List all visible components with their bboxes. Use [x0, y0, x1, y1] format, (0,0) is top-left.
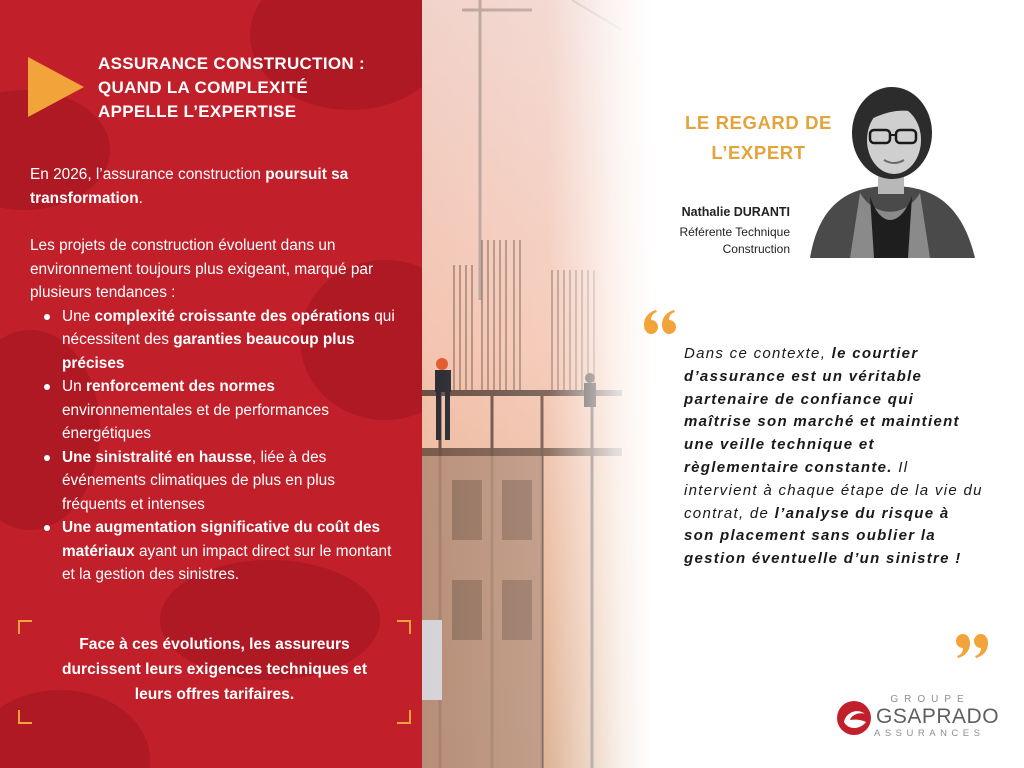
construction-site-photo [422, 0, 652, 768]
bracket-corner [397, 620, 411, 634]
expert-role: Référente Technique Construction [679, 225, 790, 256]
play-arrow-icon [26, 55, 86, 119]
expert-heading: LE REGARD DE L’EXPERT [685, 112, 832, 163]
bracket-corner [397, 710, 411, 724]
logo-subtitle: ASSURANCES [874, 728, 985, 739]
expert-portrait [800, 78, 980, 258]
list-item: Une sinistralité en hausse, liée à des événements climatiques de plus en plus fréquents et intenses [30, 446, 400, 517]
conclusion-callout [18, 620, 411, 724]
intro-paragraph: En 2026, l’assurance construction poursuit sa transformation. [30, 166, 349, 207]
open-quote-icon [642, 308, 676, 336]
close-quote-icon [956, 632, 990, 660]
article-title [98, 52, 398, 124]
trends-list [30, 305, 400, 587]
expert-name: Nathalie DURANTI [681, 205, 790, 219]
list-item: Une augmentation significative du coût des matériaux ayant un impact direct sur le montant et la gestion des sinistres. [30, 516, 400, 587]
logo-name: GSAPRADO [876, 705, 1000, 728]
expert-quote: Dans ce contexte, le courtier d’assurance est un véritable partenaire de confiance qui maîtrise son marché et maintient une veille technique et règlementaire constante. Il intervient à chaque étape de la vie du contrat, de l’analyse du risque à son placement sans oublier la gestion éventuelle d’un sinistre ! [684, 345, 983, 568]
body-text [30, 163, 400, 587]
trends-paragraph: Les projets de construction évoluent dans un environnement toujours plus exigeant, marqué par plusieurs tendances : [30, 237, 374, 301]
callout-text: Face à ces évolutions, les assureurs durcissent leurs exigences techniques et leurs offres tarifaires. [61, 636, 368, 703]
logo-groupe: GROUPE [890, 694, 970, 705]
logo-mark-icon [836, 700, 872, 736]
title-line-3: APPELLE L’EXPERTISE [98, 102, 297, 121]
left-panel [0, 0, 422, 768]
list-item: Un renforcement des normes environnementales et de performances énergétiques [30, 375, 400, 446]
bracket-corner [18, 710, 32, 724]
title-line-1: ASSURANCE CONSTRUCTION : [98, 54, 365, 73]
bracket-corner [18, 620, 32, 634]
title-line-2: QUAND LA COMPLEXITÉ [98, 78, 309, 97]
list-item: Une complexité croissante des opérations qui nécessitent des garanties beaucoup plus précises [30, 305, 400, 376]
gsaprado-logo[interactable] [836, 694, 1000, 742]
